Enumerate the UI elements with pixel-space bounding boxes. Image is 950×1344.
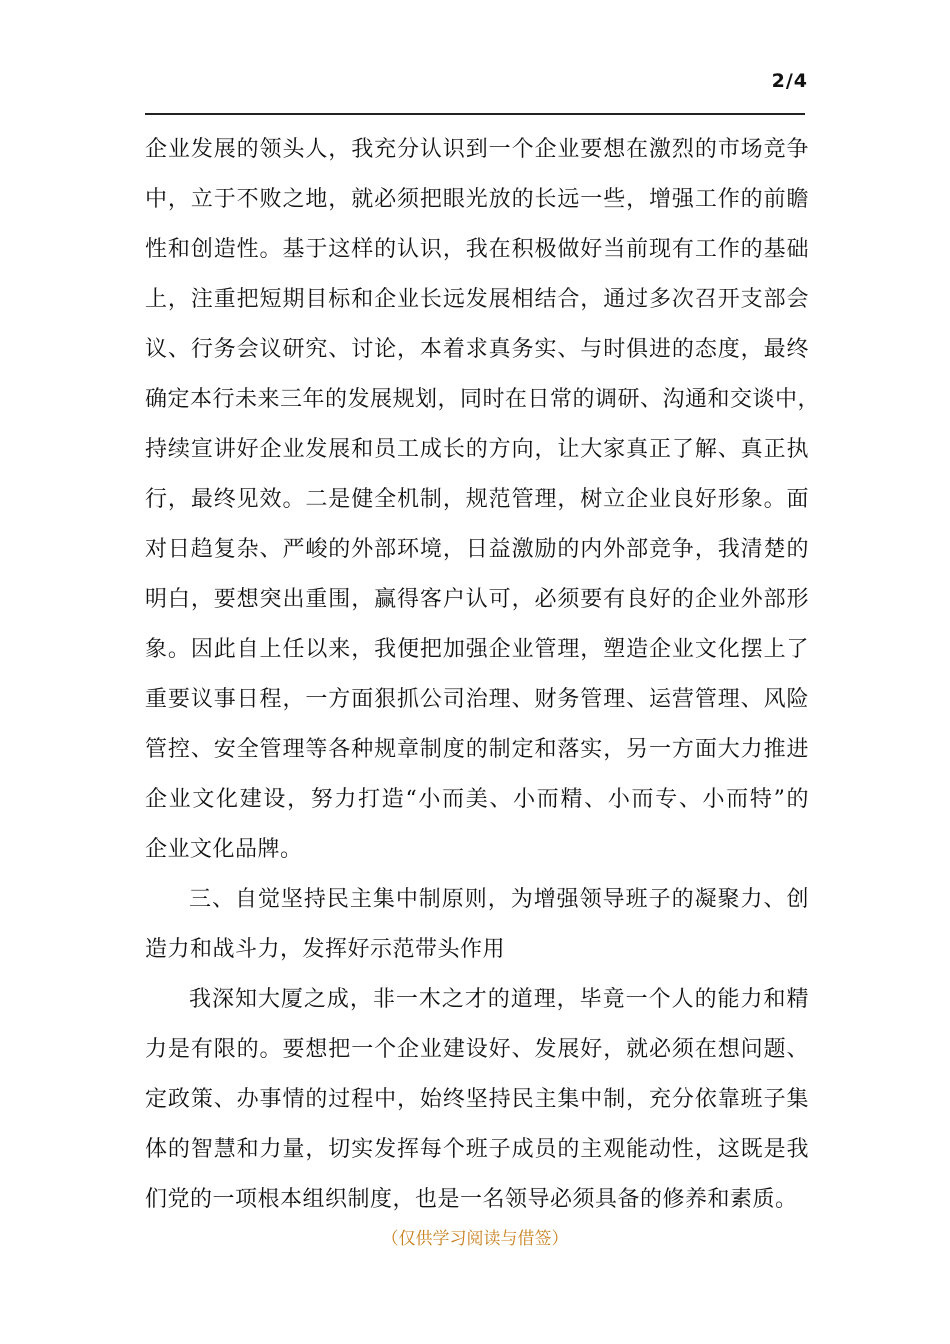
section-heading-line: 三、自觉坚持民主集中制原则，为增强领导班子的凝聚力、创 bbox=[189, 887, 809, 912]
text-line: 们党的一项根本组织制度，也是一名领导必须具备的修养和素质。 bbox=[145, 1187, 798, 1212]
text-line: 确定本行未来三年的发展规划，同时在日常的调研、沟通和交谈中， bbox=[145, 387, 821, 412]
page-number: 2/4 bbox=[771, 70, 808, 92]
text-line: 议、行务会议研究、讨论，本着求真务实、与时俱进的态度，最终 bbox=[145, 337, 809, 362]
text-line: 我深知大厦之成，非一木之才的道理，毕竟一个人的能力和精 bbox=[189, 987, 809, 1012]
text-line: 上，注重把短期目标和企业长远发展相结合，通过多次召开支部会 bbox=[145, 287, 809, 312]
text-line: 行，最终见效。二是健全机制，规范管理，树立企业良好形象。面 bbox=[145, 487, 809, 512]
text-line: 性和创造性。基于这样的认识，我在积极做好当前现有工作的基础 bbox=[145, 237, 809, 262]
footer-note: （仅供学习阅读与借签） bbox=[381, 1229, 569, 1249]
text-line: 体的智慧和力量，切实发挥每个班子成员的主观能动性，这既是我 bbox=[145, 1137, 809, 1162]
document-body bbox=[145, 125, 821, 1225]
text-line: 持续宣讲好企业发展和员工成长的方向，让大家真正了解、真正执 bbox=[145, 437, 809, 462]
text-line: 重要议事日程，一方面狠抓公司治理、财务管理、运营管理、风险 bbox=[145, 687, 809, 712]
text-line: 力是有限的。要想把一个企业建设好、发展好，就必须在想问题、 bbox=[145, 1037, 809, 1062]
text-line: 企业发展的领头人，我充分认识到一个企业要想在激烈的市场竞争 bbox=[145, 137, 809, 162]
section-heading-line: 造力和战斗力，发挥好示范带头作用 bbox=[145, 937, 506, 962]
text-line: 企业文化品牌。 bbox=[145, 837, 303, 862]
text-line: 明白，要想突出重围，赢得客户认可，必须要有良好的企业外部形 bbox=[145, 587, 809, 612]
text-line: 中，立于不败之地，就必须把眼光放的长远一些，增强工作的前瞻 bbox=[145, 187, 809, 212]
text-line: 象。因此自上任以来，我便把加强企业管理，塑造企业文化摆上了 bbox=[145, 637, 809, 662]
text-line: 管控、安全管理等各种规章制度的制定和落实，另一方面大力推进 bbox=[145, 737, 809, 762]
header-rule bbox=[145, 113, 805, 115]
text-line: 定政策、办事情的过程中，始终坚持民主集中制，充分依靠班子集 bbox=[145, 1087, 809, 1112]
text-line: 对日趋复杂、严峻的外部环境，日益激励的内外部竞争，我清楚的 bbox=[145, 537, 809, 562]
text-line: 企业文化建设，努力打造“小而美、小而精、小而专、小而特”的 bbox=[145, 787, 809, 812]
